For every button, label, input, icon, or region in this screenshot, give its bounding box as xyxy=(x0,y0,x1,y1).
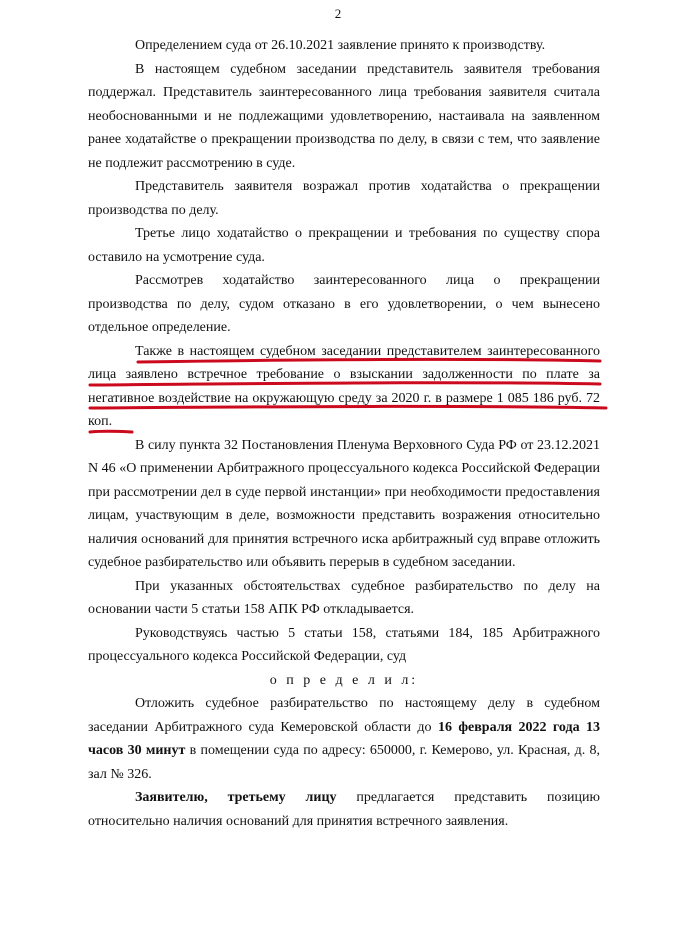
document-body xyxy=(88,34,600,833)
paragraph-8: При указанных обстоятельствах судебное разбирательство по делу на основании части 5 статьи 158 АПК РФ откладывается. xyxy=(88,578,600,617)
paragraph-7: В силу пункта 32 Постановления Пленума Верховного Суда РФ от 23.12.2021 N 46 «О применении Арбитражного процессуального кодекса Российской Федерации при рассмотрении дел в суде первой инстанции» при необходимости предоставления лицам, участвующим в деле, возможности представить возражения относительно наличия оснований для принятия встречного иска арбитражный суд вправе отложить судебное разбирательство или объявить перерыв в судебном заседании. xyxy=(88,437,600,570)
paragraph-5: Рассмотрев ходатайство заинтересованного лица о прекращении производства по делу, судом отказано в его удовлетворении, о чем вынесено отдельное определение. xyxy=(88,273,600,335)
paragraph-1: Определением суда от 26.10.2021 заявление принято к производству. xyxy=(135,38,546,53)
paragraph-11-text: предлагается представить позицию относительно наличия оснований для принятия встречного заявления. xyxy=(88,790,600,829)
ruling-heading: о п р е д е л и л: xyxy=(269,672,419,688)
paragraph-3: Представитель заявителя возражал против ходатайства о прекращении производства по делу. xyxy=(88,179,600,218)
addressees: Заявителю, третьему лицу xyxy=(135,790,337,805)
paragraph-10-text-a: Отложить судебное разбирательство по настоящему делу в судебном заседании Арбитражного суда Кемеровской области до xyxy=(88,696,600,735)
hearing-date: 16 февраля 2022 года 13 часов 30 минут xyxy=(88,719,600,758)
paragraph-9: Руководствуясь частью 5 статьи 158, статьями 184, 185 Арбитражного процессуального кодекса Российской Федерации, суд xyxy=(88,625,600,664)
paragraph-10-text-b: в помещении суда по адресу: 650000, г. Кемерово, ул. Красная, д. 8, зал № 326. xyxy=(88,743,600,782)
paragraph-6: Также в настоящем судебном заседании представителем заинтересованного лица заявлено встречное требование о взыскании задолженности по плате за негативное воздействие на окружающую среду за 2020 г. в размере 1 085 186 руб. 72 коп. xyxy=(88,343,600,429)
paragraph-11 xyxy=(88,786,600,833)
paragraph-2: В настоящем судебном заседании представитель заявителя требования поддержал. Представитель заинтересованного лица требования заявителя считала необоснованными и не подлежащими удовлетворению, настаивала на заявленном ранее ходатайстве о прекращении производства по делу, в связи с тем, что заявление не подлежит рассмотрению в суде. xyxy=(88,61,600,171)
page-number: 2 xyxy=(334,6,342,21)
paragraph-10 xyxy=(88,692,600,786)
paragraph-4: Третье лицо ходатайство о прекращении и требования по существу спора оставило на усмотрение суда. xyxy=(88,226,600,265)
highlighted-counterclaim xyxy=(88,340,600,434)
